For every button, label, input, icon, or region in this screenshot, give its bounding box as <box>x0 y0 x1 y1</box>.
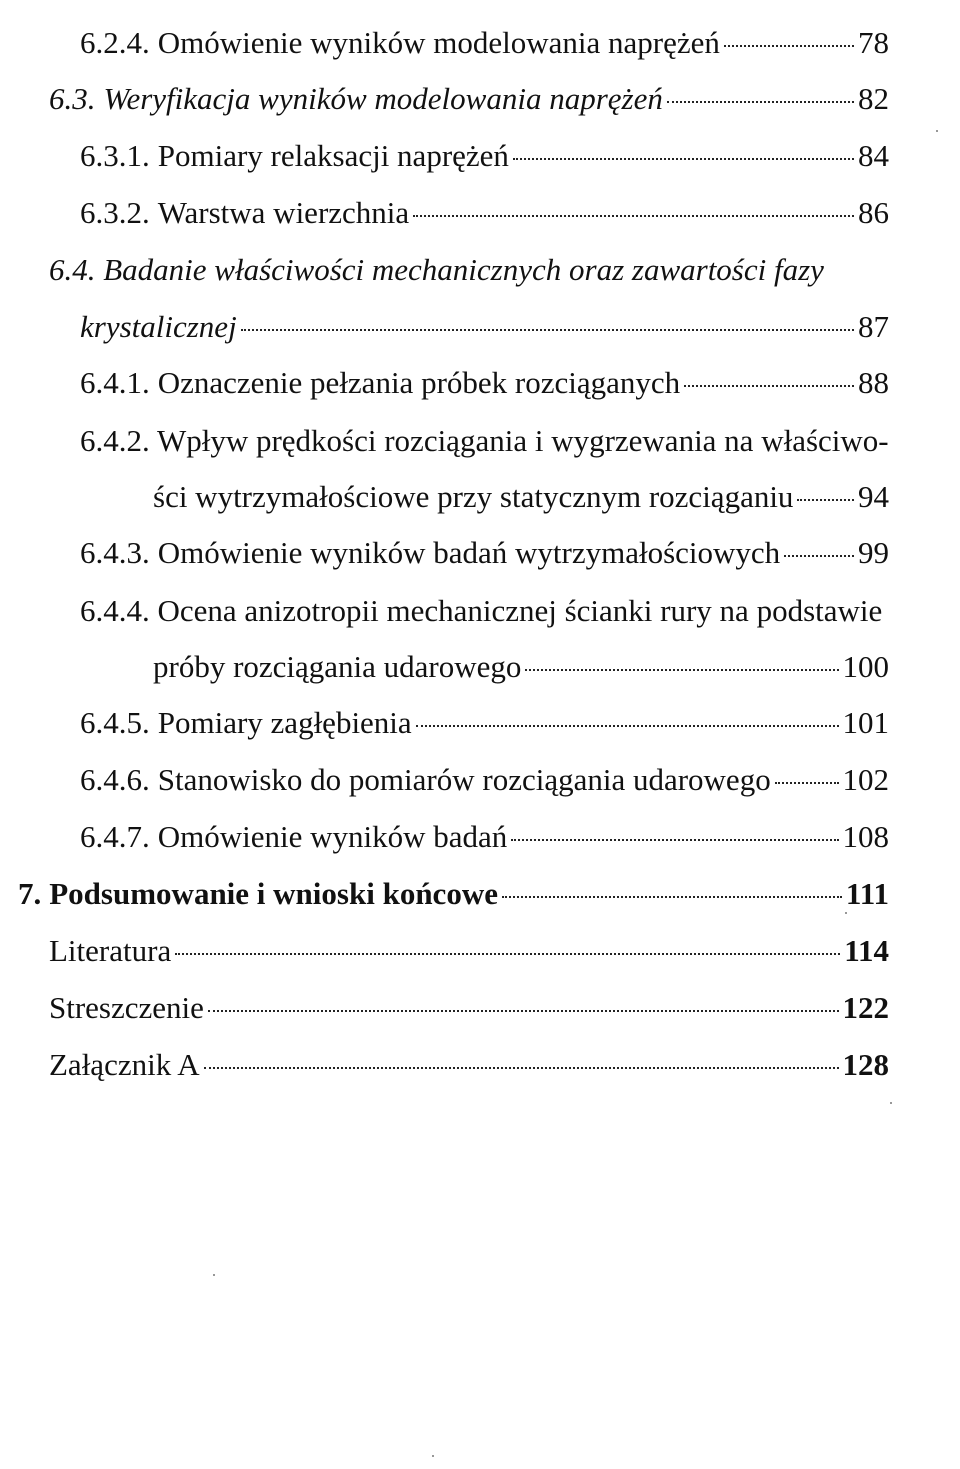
toc-entry-title: Warstwa wierzchnia <box>157 195 410 230</box>
dot-leader <box>797 499 854 501</box>
toc-entry-page: 94 <box>858 479 889 514</box>
toc-entry-page: 86 <box>858 195 889 230</box>
toc-entry-6-4-7 <box>80 818 889 856</box>
toc-entry-6-4-4 <box>153 648 889 686</box>
toc-entry-title: Wpływ prędkości rozciągania i wygrzewania na właściwo- <box>156 423 889 458</box>
toc-entry-page: 108 <box>842 819 889 854</box>
toc-entry-number: 6.4.7. <box>80 819 150 854</box>
toc-entry-6-4-first-line <box>49 251 824 289</box>
toc-entry-number: 6.4.1. <box>80 365 150 400</box>
toc-entry-number: 6.4.3. <box>80 535 150 570</box>
toc-entry-zalacznik-a <box>49 1046 889 1084</box>
toc-entry-streszczenie <box>49 989 889 1027</box>
dot-leader <box>416 725 839 727</box>
toc-entry-page: 111 <box>845 876 889 911</box>
toc-entry-title-continuation: ści wytrzymałościowe przy statycznym rozciąganiu <box>153 479 794 514</box>
dot-leader <box>241 329 854 331</box>
toc-entry-6-3-1 <box>80 137 889 175</box>
dot-leader <box>511 839 838 841</box>
toc-entry-page: 100 <box>842 649 889 684</box>
toc-entry-title: Literatura <box>49 933 172 968</box>
toc-entry-number: 6.3.1. <box>80 138 150 173</box>
dot-leader <box>724 45 854 47</box>
toc-entry-6-3-2 <box>80 194 889 232</box>
toc-entry-title: Badanie właściwości mechanicznych oraz zawartości fazy <box>103 252 824 287</box>
toc-entry-title: Weryfikacja wyników modelowania naprężeń <box>103 81 663 116</box>
toc-entry-number: 7. <box>18 876 42 911</box>
dot-leader <box>502 896 842 898</box>
toc-entry-6-4-2-first-line <box>80 422 889 460</box>
toc-entry-6-4-4-first-line <box>80 592 882 630</box>
toc-entry-title: Oznaczenie pełzania próbek rozciąganych <box>157 365 681 400</box>
toc-entry-title: Stanowisko do pomiarów rozciągania udarowego <box>157 762 771 797</box>
dot-leader <box>784 555 854 557</box>
toc-entry-title: Załącznik A <box>49 1047 200 1082</box>
toc-entry-6-4-2 <box>153 478 889 516</box>
toc-entry-number: 6.3. <box>49 81 96 116</box>
toc-entry-page: 101 <box>842 705 889 740</box>
toc-entry-title: Podsumowanie i wnioski końcowe <box>49 876 498 911</box>
dot-leader <box>513 158 854 160</box>
toc-entry-literatura <box>49 932 889 970</box>
toc-entry-title-continuation: próby rozciągania udarowego <box>153 649 522 684</box>
toc-entry-page: 128 <box>842 1047 889 1082</box>
toc-entry-6-4 <box>80 308 889 346</box>
dot-leader <box>413 215 854 217</box>
toc-entry-number: 6.3.2. <box>80 195 150 230</box>
toc-entry-page: 122 <box>842 990 889 1025</box>
scan-speck <box>845 912 847 914</box>
dot-leader <box>775 782 839 784</box>
toc-entry-page: 87 <box>858 309 889 344</box>
toc-entry-6-4-1 <box>80 364 889 402</box>
toc-entry-6-3 <box>49 80 889 118</box>
toc-entry-title: Streszczenie <box>49 990 204 1025</box>
toc-entry-number: 6.4.5. <box>80 705 150 740</box>
toc-entry-7 <box>18 875 889 913</box>
toc-entry-title-continuation: krystalicznej <box>80 309 237 344</box>
toc-entry-title: Omówienie wyników badań <box>157 819 508 854</box>
toc-entry-title: Omówienie wyników modelowania naprężeń <box>157 25 720 60</box>
toc-entry-title: Pomiary zagłębienia <box>157 705 412 740</box>
scan-speck <box>936 130 938 132</box>
toc-entry-page: 114 <box>844 933 889 968</box>
toc-entry-6-4-6 <box>80 761 889 799</box>
dot-leader <box>525 669 838 671</box>
dot-leader <box>175 953 840 955</box>
toc-entry-page: 78 <box>858 25 889 60</box>
toc-entry-page: 102 <box>842 762 889 797</box>
toc-entry-number: 6.2.4. <box>80 25 150 60</box>
dot-leader <box>208 1010 839 1012</box>
scan-speck <box>432 1455 434 1457</box>
toc-entry-page: 99 <box>858 535 889 570</box>
toc-entry-page: 84 <box>858 138 889 173</box>
toc-entry-title: Ocena anizotropii mechanicznej ścianki rury na podstawie <box>157 593 883 628</box>
toc-entry-number: 6.4. <box>49 252 96 287</box>
toc-entry-title: Omówienie wyników badań wytrzymałościowych <box>157 535 781 570</box>
toc-entry-page: 88 <box>858 365 889 400</box>
toc-entry-6-2-4 <box>80 24 889 62</box>
dot-leader <box>204 1067 839 1069</box>
toc-entry-6-4-3 <box>80 534 889 572</box>
toc-entry-number: 6.4.4. <box>80 593 150 628</box>
scan-speck <box>213 1274 215 1276</box>
toc-entry-6-4-5 <box>80 704 889 742</box>
scan-speck <box>890 1102 892 1104</box>
dot-leader <box>667 101 854 103</box>
toc-entry-title: Pomiary relaksacji naprężeń <box>157 138 509 173</box>
toc-entry-page: 82 <box>858 81 889 116</box>
toc-entry-number: 6.4.6. <box>80 762 150 797</box>
toc-entry-number: 6.4.2. <box>80 423 150 458</box>
dot-leader <box>684 385 854 387</box>
